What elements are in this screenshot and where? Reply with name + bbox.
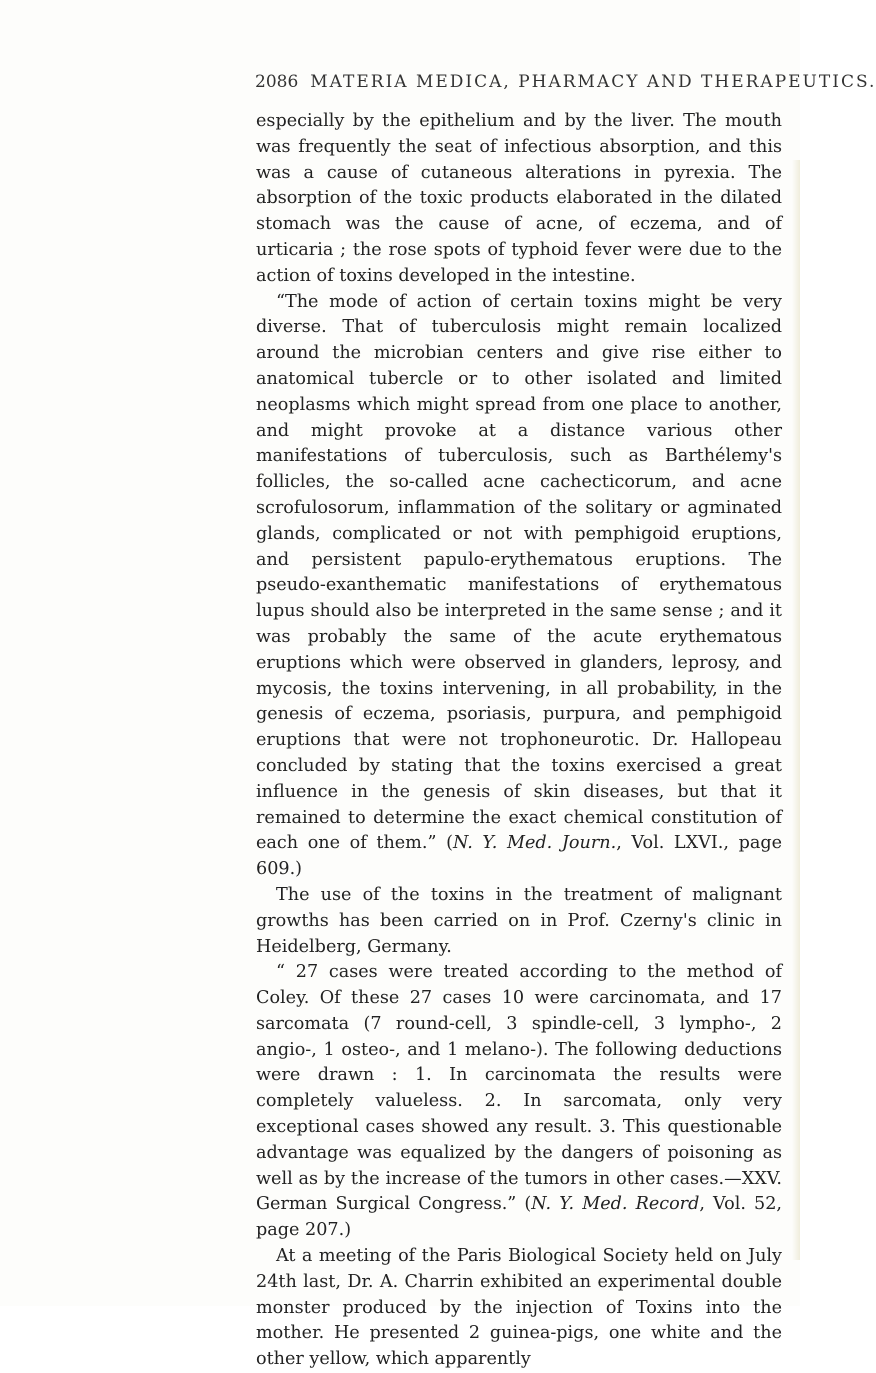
citation-tail: , Vol. LXVI., page 609.) (256, 833, 783, 880)
paragraph-1 (256, 109, 782, 290)
paragraph-4 (256, 960, 782, 1244)
paragraph-text: especially by the epithelium and by the liver. The mouth was frequently the seat of infectious absorption, and this was a cause of cutaneous alterations in pyrexia. The absorption of the toxic products elaborated in the dilated stomach was the cause of acne, of eczema, and of urticaria ; the rose spots of typhoid fever were due to the action of toxins developed in the intestine. (256, 111, 782, 286)
page-edge-shadow (792, 160, 800, 1260)
citation-journal: N. Y. Med. Journ. (452, 833, 617, 854)
running-title: MATERIA MEDICA, PHARMACY AND THERAPEUTICS. (310, 72, 876, 92)
paragraph-5 (256, 1244, 782, 1373)
paragraph-text: “ 27 cases were treated according to the method of Coley. Of these 27 cases 10 were carcinomata, and 17 sarcomata (7 round-cell, 3 spindle-cell, 3 lympho-, 2 angio-, 1 osteo-, and 1 melano-). The following deductions were drawn : 1. In carcinomata the results were completely valueless. 2. In sarcomata, only very exceptional cases showed any result. 3. This questionable advantage was equalized by the dangers of poisoning as well as by the increase of the tumors in other cases.—XXV. German Surgical Congress.” ( (256, 962, 782, 1215)
citation-journal: N. Y. Med. Record (531, 1194, 700, 1215)
citation-tail: , Vol. 52, page 207.) (256, 1194, 782, 1241)
running-header (255, 72, 876, 92)
paragraph-2 (256, 290, 782, 883)
paragraph-text: “The mode of action of certain toxins might be very diverse. That of tuberculosis might remain localized around the microbian centers and give rise either to anatomical tubercle or to other isolated and limited neoplasms which might spread from one place to another, and might provoke at a distance various other manifestations of tuberculosis, such as Barthélemy's follicles, the so-called acne cachecticorum, and acne scrofulosorum, inflammation of the solitary or agminated glands, complicated or not with pemphigoid eruptions, and persistent papulo-erythematous eruptions. The pseudo-exanthematic manifestations of erythematous lupus should also be interpreted in the same sense ; and it was probably the same of the acute erythematous eruptions which were observed in glanders, leprosy, and mycosis, the toxins intervening, in all probability, in the genesis of eczema, psoriasis, purpura, and pemphigoid eruptions that were not trophoneurotic. Dr. Hallopeau concluded by stating that the toxins exercised a great influence in the genesis of skin diseases, but that it remained to determine the exact chemical constitution of each one of them.” ( (256, 291, 782, 854)
page-number: 2086 (255, 72, 299, 92)
paragraph-text: At a meeting of the Paris Biological Society held on July 24th last, Dr. A. Charrin exhibited an experimental double monster produced by the injection of Toxins into the mother. He presented 2 guinea-pigs, one white and the other yellow, which apparently (256, 1246, 782, 1370)
body-text (256, 109, 782, 1373)
paragraph-text: The use of the toxins in the treatment of malignant growths has been carried on in Prof. Czerny's clinic in Heidelberg, Germany. (256, 884, 782, 957)
paragraph-3 (256, 883, 782, 960)
